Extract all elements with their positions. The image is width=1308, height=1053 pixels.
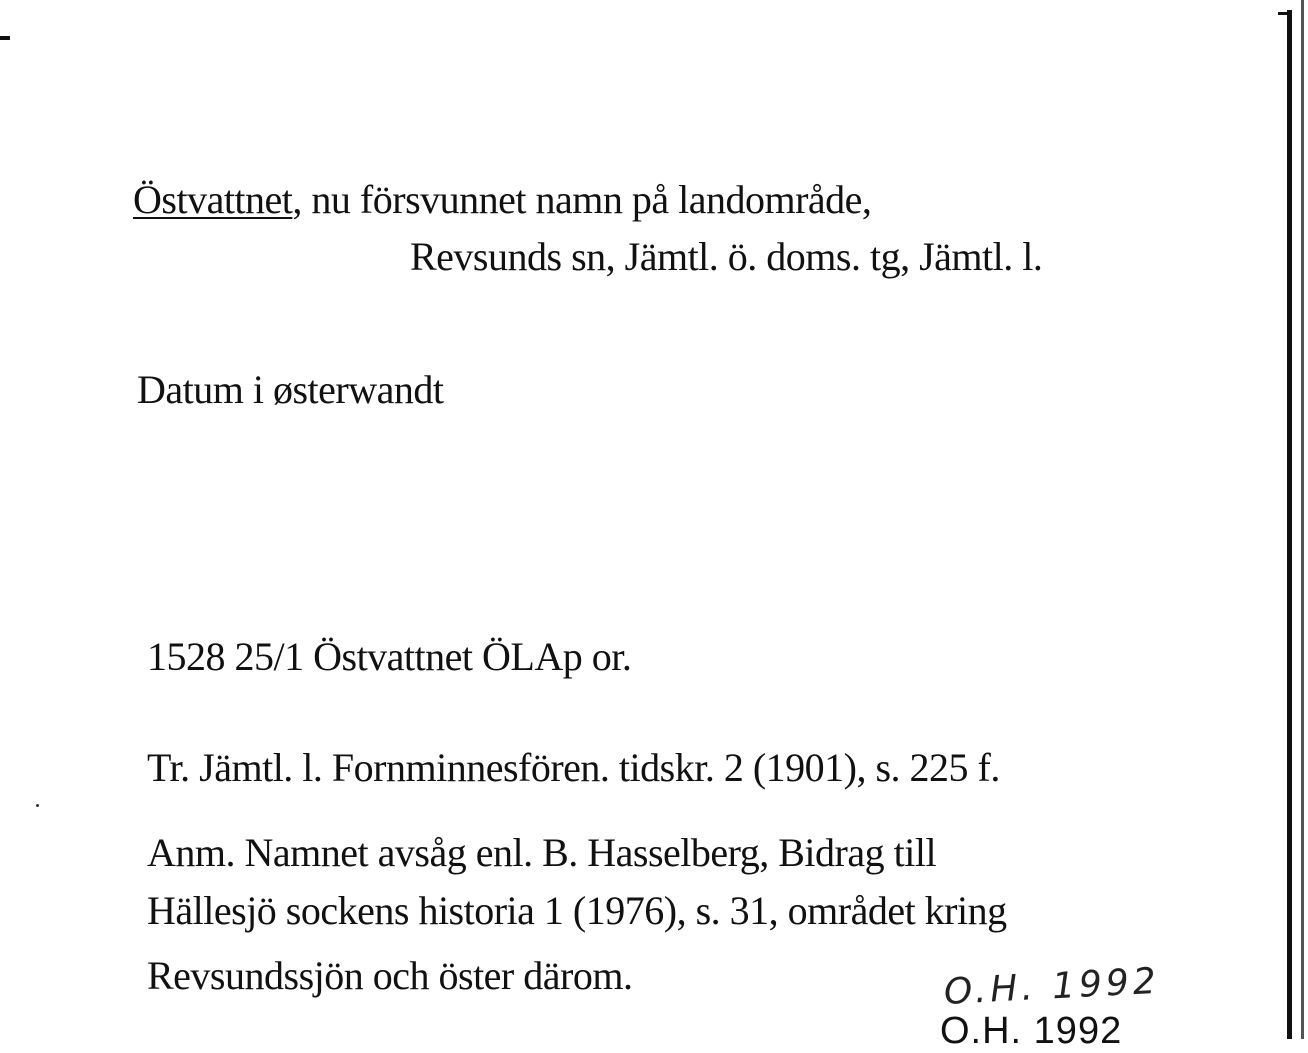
far-right-edge bbox=[1301, 0, 1304, 1039]
dated-entry: 1528 25/1 Östvattnet ÖLAp or. bbox=[147, 634, 632, 679]
source-reference: Tr. Jämtl. l. Fornminnesfören. tidskr. 2 (1901), s. 225 f. bbox=[147, 745, 1000, 790]
headword: Östvattnet bbox=[133, 177, 293, 222]
heading-description: , nu försvunnet namn på landområde, bbox=[292, 177, 872, 222]
note-line-1: Anm. Namnet avsåg enl. B. Hasselberg, Bidrag till bbox=[147, 830, 937, 875]
handwritten-signature: O.H. 1992 bbox=[942, 960, 1161, 1013]
right-border-line bbox=[1287, 10, 1292, 1039]
heading-line bbox=[133, 177, 872, 222]
typed-signature: O.H. 1992 bbox=[940, 1010, 1123, 1052]
scan-speck bbox=[36, 804, 39, 807]
top-right-tick bbox=[1278, 12, 1292, 15]
location-line: Revsunds sn, Jämtl. ö. doms. tg, Jämtl. l. bbox=[410, 234, 1043, 279]
note-line-2: Hällesjö sockens historia 1 (1976), s. 31, området kring bbox=[147, 888, 1007, 933]
datum-label: Datum i østerwandt bbox=[137, 367, 444, 412]
note-line-3: Revsundssjön och öster därom. bbox=[147, 953, 633, 998]
left-edge-mark bbox=[0, 36, 10, 40]
